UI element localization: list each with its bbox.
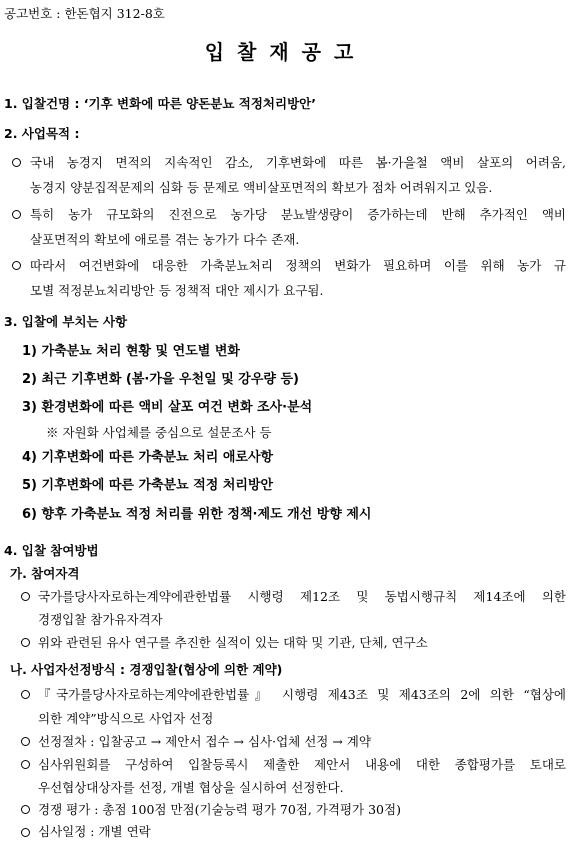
bid-item-6: 6) 향후 가축분뇨 적정 처리를 위한 정책·제도 개선 방향 제시	[22, 507, 372, 522]
bid-item-3-note: ※ 자원화 사업체를 중심으로 설문조사 등	[46, 425, 272, 440]
eligibility-bullet-1-line-1: 국가를당사자로하는계약에관한법률 시행령 제12조 및 동법시행규칙 제14조에 의한	[38, 589, 566, 604]
bid-item-5: 5) 기후변화에 따른 가축분뇨 적정 처리방안	[22, 478, 274, 493]
eligibility-heading: 가. 참여자격	[10, 566, 80, 581]
bullet-circle-icon	[12, 210, 21, 219]
bid-item-4: 4) 기후변화에 따른 가축분뇨 처리 애로사항	[22, 450, 274, 465]
bullet-circle-icon	[21, 638, 30, 647]
notice-number: 공고번호 : 한돈협지 312-8호	[4, 6, 165, 21]
bullet-circle-icon	[21, 805, 30, 814]
selection-bullet-2: 선정절차 : 입찰공고 → 제안서 접수 → 심사·업체 선정 → 계약	[38, 734, 371, 749]
selection-bullet-1-line-1: 『국가를당사자로하는계약에관한법률』 시행령 제43조 및 제43조의 2에 의한 “협상에	[38, 687, 566, 702]
purpose-bullet-1-line-1: 국내 농경지 면적의 지속적인 감소, 기후변화에 따른 봄·가을철 액비 살포의 어려움,	[30, 155, 566, 170]
purpose-bullet-2-line-1: 특히 농가 규모화의 진전으로 농가당 분뇨발생량이 증가하는데 반해 추가적인 액비	[30, 207, 566, 222]
section-3-heading: 3. 입찰에 부치는 사항	[4, 314, 128, 329]
bullet-circle-icon	[12, 158, 21, 167]
selection-bullet-3-line-1: 심사위원회를 구성하여 입찰등록시 제출한 제안서 내용에 대한 종합평가를 토대로	[38, 757, 566, 772]
selection-bullet-3-line-2: 우선협상대상자를 선정, 개별 협상을 실시하여 선정한다.	[38, 780, 344, 795]
bullet-circle-icon	[21, 690, 30, 699]
purpose-bullet-2-line-2: 살포면적의 확보에 애로를 겪는 농가가 다수 존재.	[30, 232, 300, 247]
section-1-bid-name: 1. 입찰건명 : ‘기후 변화에 따른 양돈분뇨 적정처리방안’	[4, 96, 316, 111]
bid-item-3: 3) 환경변화에 따른 액비 살포 여건 변화 조사·분석	[22, 400, 313, 415]
purpose-bullet-3-line-2: 모별 적정분뇨처리방안 등 정책적 대안 제시가 요구됨.	[30, 283, 324, 298]
selection-bullet-4: 경쟁 평가 : 총점 100점 만점(기술능력 평가 70점, 가격평가 30점)	[38, 802, 401, 817]
bid-item-2: 2) 최근 기후변화 (봄·가을 우천일 및 강우량 등)	[22, 372, 299, 387]
selection-bullet-5: 심사일정 : 개별 연락	[38, 824, 151, 839]
bullet-circle-icon	[21, 760, 30, 769]
section-2-heading: 2. 사업목적 :	[4, 126, 80, 141]
page-title: 입찰재공고	[204, 40, 367, 64]
eligibility-bullet-1-line-2: 경쟁입찰 참가유자격자	[38, 612, 163, 627]
bullet-circle-icon	[21, 737, 30, 746]
selection-method-heading: 나. 사업자선정방식 : 경쟁입찰(협상에 의한 계약)	[10, 662, 283, 677]
section-4-heading: 4. 입찰 참여방법	[4, 543, 99, 558]
selection-bullet-1-line-2: 의한 계약”방식으로 사업자 선정	[38, 711, 214, 726]
bid-item-1: 1) 가축분뇨 처리 현황 및 연도별 변화	[22, 344, 240, 359]
purpose-bullet-1-line-2: 농경지 양분집적문제의 심화 등 문제로 액비살포면적의 확보가 점차 어려워지고 있음.	[30, 180, 493, 195]
eligibility-bullet-2: 위와 관련된 유사 연구를 추진한 실적이 있는 대학 및 기관, 단체, 연구소	[38, 635, 428, 650]
bullet-circle-icon	[21, 592, 30, 601]
bullet-circle-icon	[12, 261, 21, 270]
bullet-circle-icon	[21, 828, 30, 837]
purpose-bullet-3-line-1: 따라서 여건변화에 대응한 가축분뇨처리 정책의 변화가 필요하며 이를 위해 농가 규	[30, 258, 566, 273]
